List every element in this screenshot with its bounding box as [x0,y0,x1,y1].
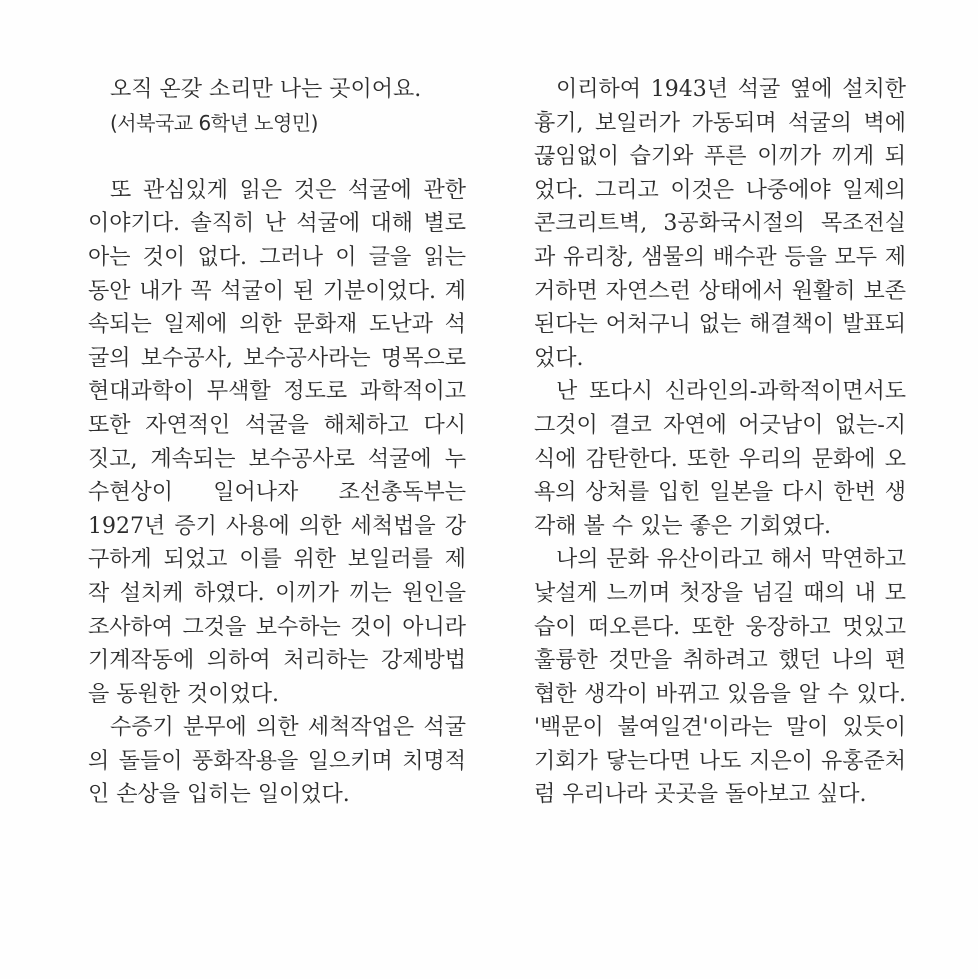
text-line: 이야기다. 솔직히 난 석굴에 대해 별로 [88,211,466,237]
text-line: 거하면 자연스런 상태에서 원활히 보존 [534,278,906,304]
text-line: 동안 내가 꼭 석굴이 된 기분이었다. 계 [88,278,466,304]
text-line: 수현상이 일어나자 조선총독부는 [88,480,466,506]
text-line: 나의 문화 유산이라고 해서 막연하고 [556,547,906,573]
text-line: 욕의 상처를 입힌 일본을 다시 한번 생 [534,480,906,506]
text-line: 짓고, 계속되는 보수공사로 석굴에 누 [88,446,466,472]
text-line: 협한 생각이 바뀌고 있음을 알 수 있다. [534,681,906,707]
text-line: 구하게 되었고 이를 위한 보일러를 제 [88,547,466,573]
text-line: 속되는 일제에 의한 문화재 도난과 석 [88,312,466,338]
text-line: 작 설치케 하였다. 이끼가 끼는 원인을 [88,580,466,606]
text-line: 훌륭한 것만을 취하려고 했던 나의 편 [534,648,906,674]
text-line: 또 관심있게 읽은 것은 석굴에 관한 [110,177,466,203]
text-line: 수증기 분무에 의한 세척작업은 석굴 [110,715,466,741]
text-line: 낯설게 느끼며 첫장을 넘길 때의 내 모 [534,580,906,606]
text-line: 을 동원한 것이었다. [88,681,279,707]
text-line: 기계작동에 의하여 처리하는 강제방법 [88,648,466,674]
right-paragraph-3 [534,543,906,812]
text-line: 각해 볼 수 있는 좋은 기회였다. [534,513,831,539]
text-line: 었다. [534,345,584,371]
right-column [534,73,906,812]
text-line: 굴의 보수공사, 보수공사라는 명목으로 [88,345,466,371]
text-line: 이리하여 1943년 석굴 옆에 설치한 [556,77,906,102]
right-paragraph-2 [534,375,906,543]
text-line: 인 손상을 입히는 일이었다. [88,782,350,808]
right-paragraph-1 [534,73,906,375]
text-line: 된다는 어처구니 없는 해결책이 발표되 [534,312,906,338]
text-line: 습이 떠오른다. 또한 웅장하고 멋있고 [534,614,906,640]
text-line: 콘크리트벽, 3공화국시절의 목조전실 [534,211,906,237]
text-line: 기회가 닿는다면 나도 지은이 유홍준처 [534,748,906,774]
text-line: 또한 자연적인 석굴을 해체하고 다시 [88,412,466,438]
left-paragraph-1 [88,174,466,712]
text-line: 난 또다시 신라인의-과학적이면서도 [556,379,906,405]
text-line: 끊임없이 습기와 푸른 이끼가 끼게 되 [534,144,906,170]
left-paragraph-2 [88,711,466,812]
text-line: 의 돌들이 풍화작용을 일으키며 치명적 [88,748,466,774]
poem-author-caption: (서북국교 6학년 노영민) [110,110,318,135]
text-line: 1927년 증기 사용에 의한 세척법을 강 [88,513,466,539]
text-line: 그것이 결코 자연에 어긋남이 없는-지 [534,412,906,438]
text-line: 흉기, 보일러가 가동되며 석굴의 벽에 [534,110,906,136]
poem-last-line: 오직 온갖 소리만 나는 곳이어요. [110,77,422,102]
paragraph-gap [88,140,466,174]
left-column [88,73,466,812]
text-line: 럼 우리나라 곳곳을 돌아보고 싶다. [534,782,867,808]
text-line: 아는 것이 없다. 그러나 이 글을 읽는 [88,244,466,270]
text-line: 었다. 그리고 이것은 나중에야 일제의 [534,177,906,203]
text-line: '백문이 불여일견'이라는 말이 있듯이 [534,715,906,741]
text-line: 현대과학이 무색할 정도로 과학적이고 [88,379,466,405]
text-line: 과 유리창, 샘물의 배수관 등을 모두 제 [534,244,906,270]
text-line: 식에 감탄한다. 또한 우리의 문화에 오 [534,446,906,472]
text-line: 조사하여 그것을 보수하는 것이 아니라 [88,614,466,640]
